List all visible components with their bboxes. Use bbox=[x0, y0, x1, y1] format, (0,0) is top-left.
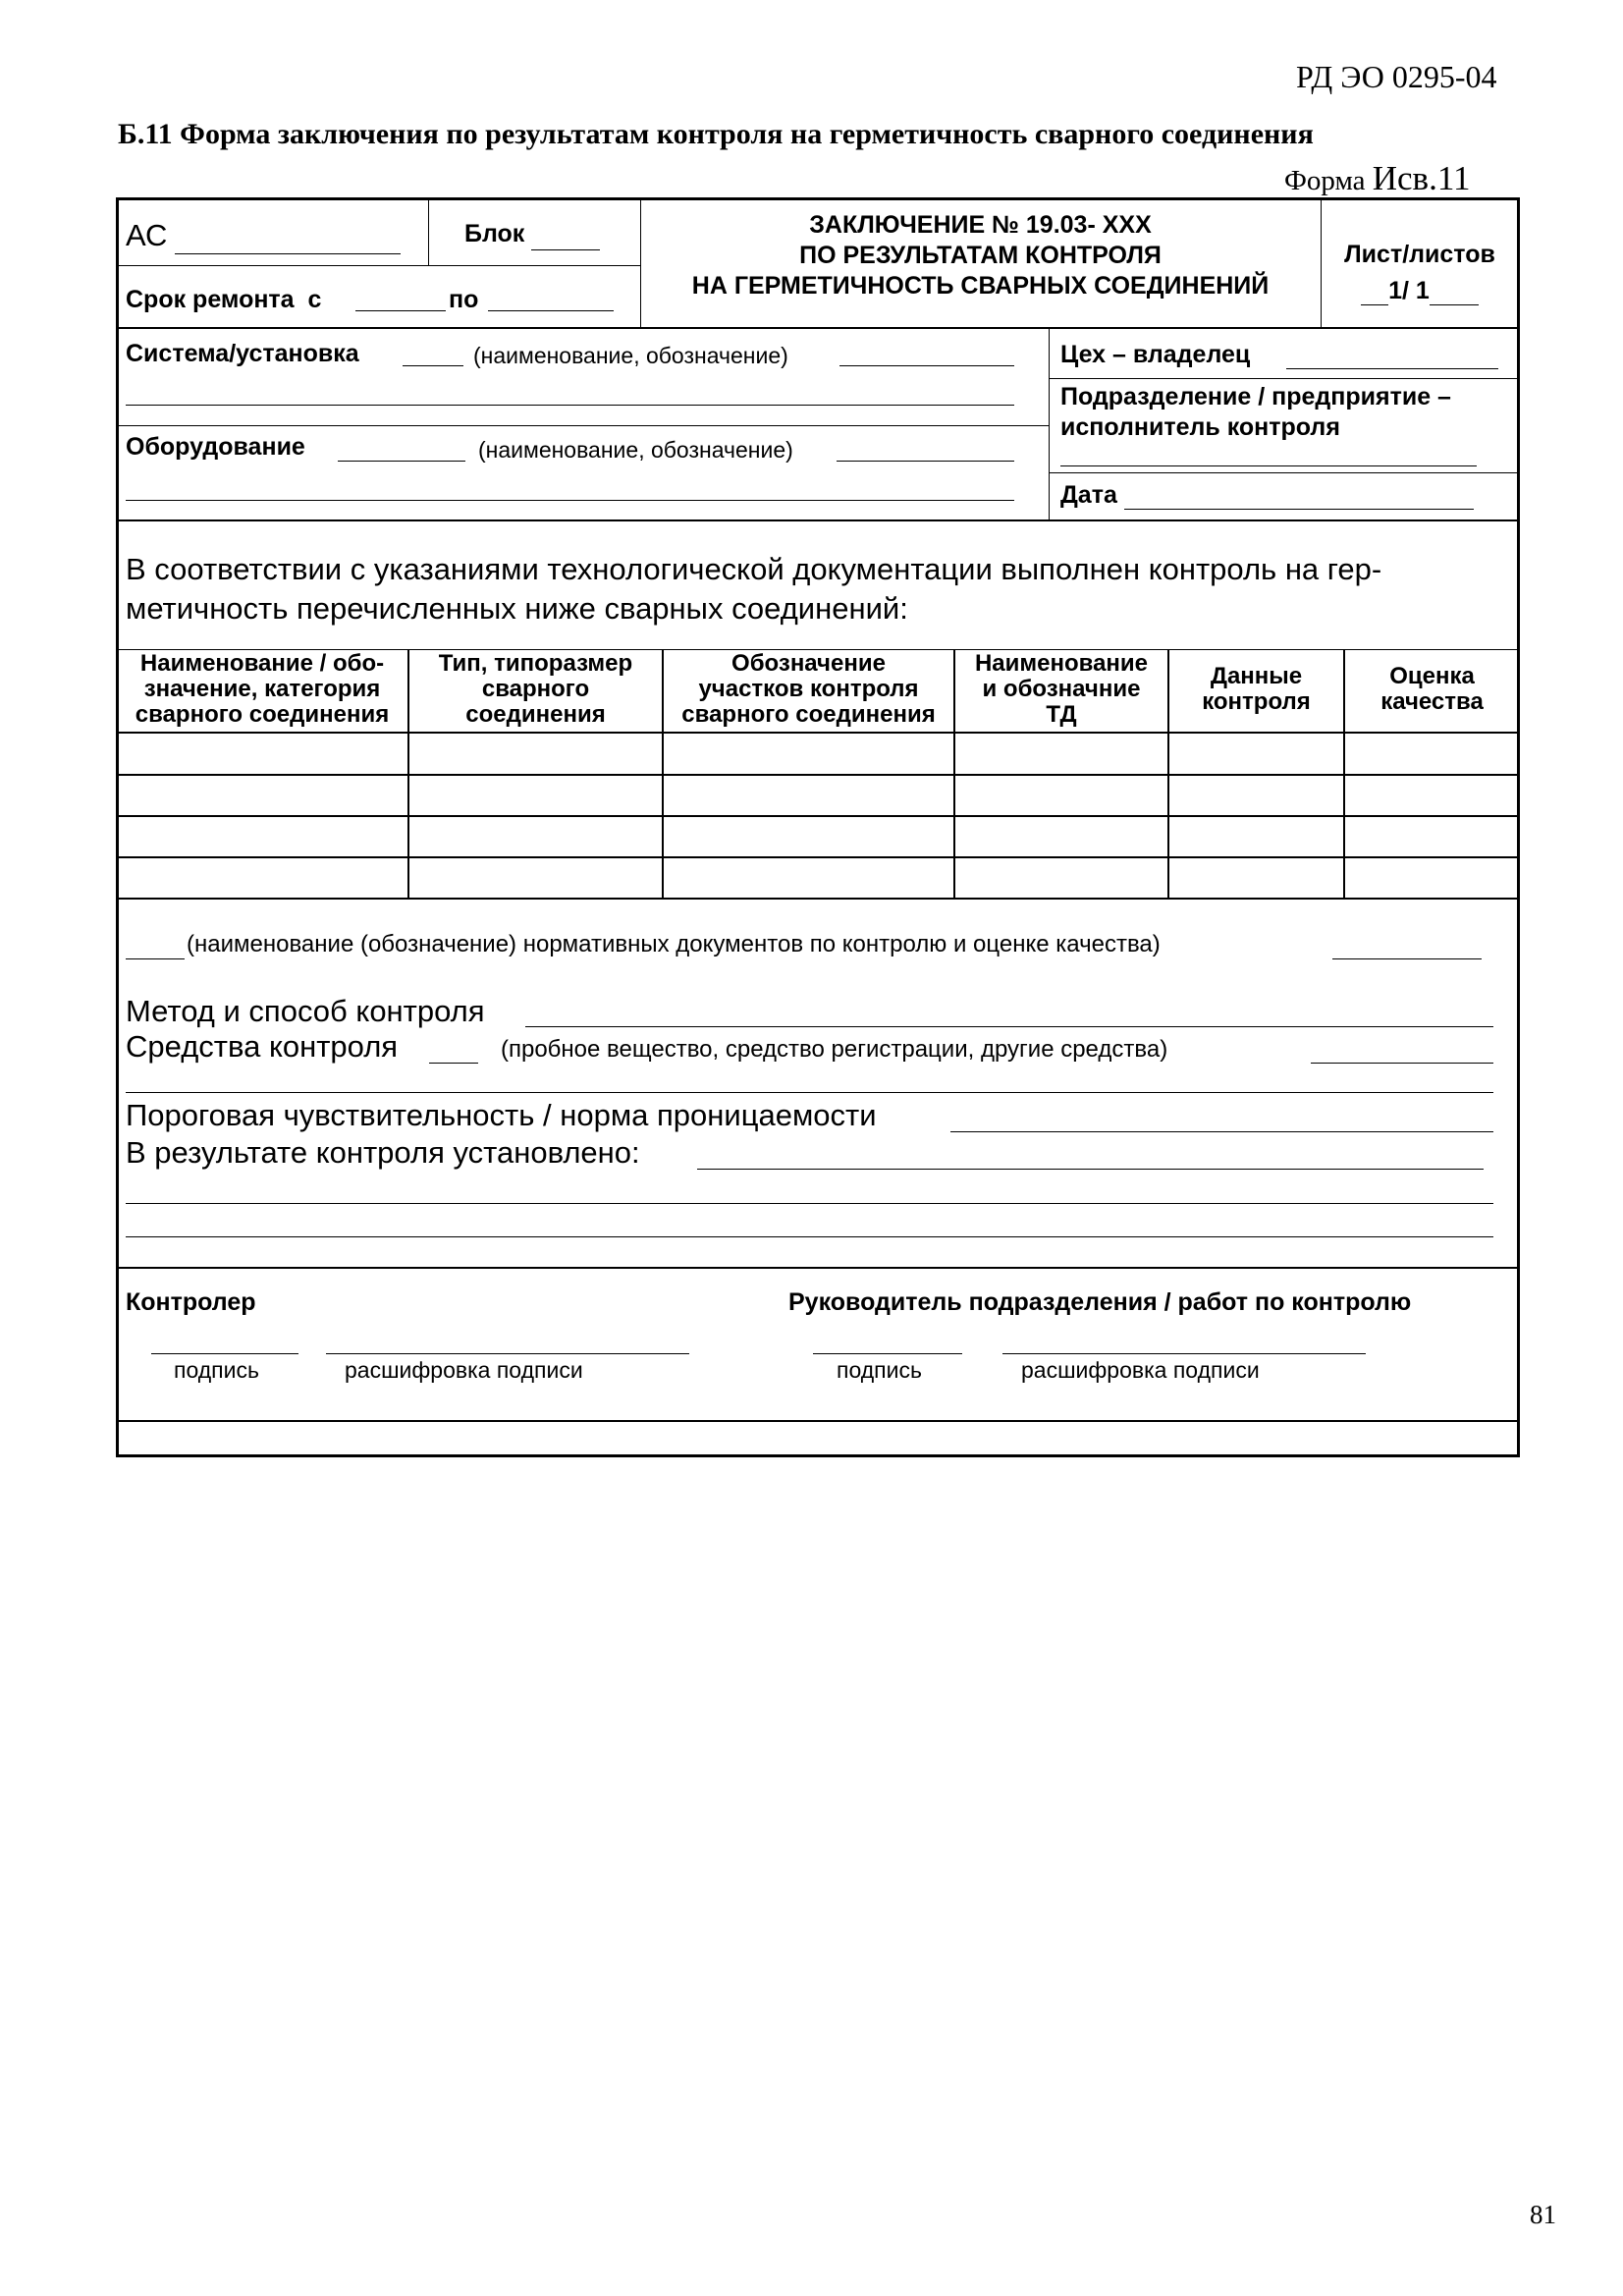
controller-decoding-field[interactable] bbox=[326, 1353, 689, 1354]
threshold-label: Пороговая чувствительность / норма проницаемости bbox=[126, 1098, 877, 1132]
repair-to-field[interactable] bbox=[488, 310, 614, 311]
page-number: 81 bbox=[1530, 2200, 1556, 2229]
col-header-control-areas: Обозначение участков контроля сварного соединения bbox=[681, 650, 936, 728]
manager-signature-caption: подпись bbox=[837, 1357, 922, 1383]
workshop-label: Цех – владелец bbox=[1060, 341, 1251, 368]
normative-code-field[interactable] bbox=[126, 958, 185, 959]
manager-decoding-field[interactable] bbox=[1002, 1353, 1366, 1354]
system-field-line2[interactable] bbox=[126, 405, 1014, 406]
equipment-field-line2[interactable] bbox=[126, 500, 1014, 501]
form-label-code: Исв.11 bbox=[1372, 159, 1471, 197]
statement-line1: В соответствии с указаниями технологической документации выполнен контроль на гер- bbox=[126, 552, 1382, 586]
equipment-code-field[interactable] bbox=[338, 461, 465, 462]
division-label bbox=[1060, 382, 1451, 443]
block-label: Блок bbox=[464, 220, 525, 247]
controller-label: Контролер bbox=[126, 1288, 256, 1316]
sheet-value-row bbox=[1321, 277, 1519, 305]
date-label: Дата bbox=[1060, 481, 1117, 509]
controller-signature-caption: подпись bbox=[174, 1357, 259, 1383]
result-label: В результате контроля установлено: bbox=[126, 1135, 640, 1170]
table-row[interactable] bbox=[117, 817, 1519, 856]
page-title: Б.11 Форма заключения по результатам контроля на герметичность сварного соединения bbox=[118, 118, 1314, 150]
method-label: Метод и способ контроля bbox=[126, 994, 485, 1028]
manager-signature-field[interactable] bbox=[813, 1353, 962, 1354]
system-label: Система/установка bbox=[126, 340, 359, 367]
means-field-line2[interactable] bbox=[126, 1092, 1493, 1093]
sheet-value: 1/ 1 bbox=[1388, 277, 1430, 304]
col-header-control-data: Данные контроля bbox=[1202, 663, 1311, 715]
system-hint: (наименование, обозначение) bbox=[473, 343, 788, 368]
equipment-field[interactable] bbox=[837, 461, 1014, 462]
manager-decoding-caption: расшифровка подписи bbox=[1021, 1357, 1260, 1383]
sheet-label: Лист/листов bbox=[1344, 241, 1495, 268]
result-field-line2[interactable] bbox=[126, 1203, 1493, 1204]
equipment-label: Оборудование bbox=[126, 433, 305, 461]
table-row[interactable] bbox=[117, 734, 1519, 774]
repair-from-field[interactable] bbox=[355, 310, 446, 311]
conclusion-title-line3: НА ГЕРМЕТИЧНОСТЬ СВАРНЫХ СОЕДИНЕНИЙ bbox=[691, 272, 1270, 300]
workshop-field[interactable] bbox=[1286, 368, 1498, 369]
result-field[interactable] bbox=[697, 1169, 1484, 1170]
division-label-line1: Подразделение / предприятие – bbox=[1060, 383, 1451, 410]
controller-decoding-caption: расшифровка подписи bbox=[345, 1357, 583, 1383]
block-field[interactable] bbox=[531, 249, 600, 250]
result-field-line3[interactable] bbox=[126, 1236, 1493, 1237]
as-label: АС bbox=[126, 218, 168, 252]
table-row[interactable] bbox=[117, 776, 1519, 815]
division-field[interactable] bbox=[1060, 465, 1477, 466]
conclusion-title-line1: ЗАКЛЮЧЕНИЕ № 19.03- ХХХ bbox=[809, 211, 1152, 239]
means-code-field[interactable] bbox=[429, 1063, 478, 1064]
manager-label: Руководитель подразделения / работ по контролю bbox=[788, 1288, 1412, 1316]
normative-field[interactable] bbox=[1332, 958, 1482, 959]
system-field[interactable] bbox=[839, 365, 1014, 366]
means-label: Средства контроля bbox=[126, 1029, 399, 1064]
means-hint: (пробное вещество, средство регистрации, другие средства) bbox=[501, 1036, 1168, 1063]
date-field[interactable] bbox=[1124, 509, 1474, 510]
system-code-field[interactable] bbox=[403, 365, 463, 366]
document-code: РД ЭО 0295-04 bbox=[1296, 59, 1497, 94]
conclusion-title-line2: ПО РЕЗУЛЬТАТАМ КОНТРОЛЯ bbox=[799, 242, 1162, 269]
form-label bbox=[1284, 159, 1471, 198]
controller-signature-field[interactable] bbox=[151, 1353, 298, 1354]
col-header-weld-type: Тип, типоразмер сварного соединения bbox=[438, 650, 633, 728]
means-field[interactable] bbox=[1311, 1063, 1493, 1064]
col-header-weld-name: Наименование / обо- значение, категория сварного соединения bbox=[135, 650, 390, 728]
repair-period-label: Срок ремонта с bbox=[126, 286, 322, 313]
threshold-field[interactable] bbox=[950, 1131, 1493, 1132]
col-header-td: Наименование и обозначние ТД bbox=[974, 650, 1149, 728]
equipment-hint: (наименование, обозначение) bbox=[478, 437, 793, 463]
as-field[interactable] bbox=[175, 253, 401, 254]
method-field[interactable] bbox=[525, 1026, 1493, 1027]
normative-hint: (наименование (обозначение) нормативных документов по контролю и оценке качества) bbox=[187, 931, 1161, 957]
form-label-prefix: Форма bbox=[1284, 165, 1366, 196]
col-header-quality: Оценка качества bbox=[1380, 663, 1484, 715]
division-label-line2: исполнитель контроля bbox=[1060, 413, 1340, 441]
statement-line2: метичность перечисленных ниже сварных соединений: bbox=[126, 591, 908, 626]
table-row[interactable] bbox=[117, 858, 1519, 898]
statement-text bbox=[126, 550, 1381, 629]
repair-to-label: по bbox=[449, 286, 479, 313]
conclusion-title bbox=[640, 210, 1321, 301]
